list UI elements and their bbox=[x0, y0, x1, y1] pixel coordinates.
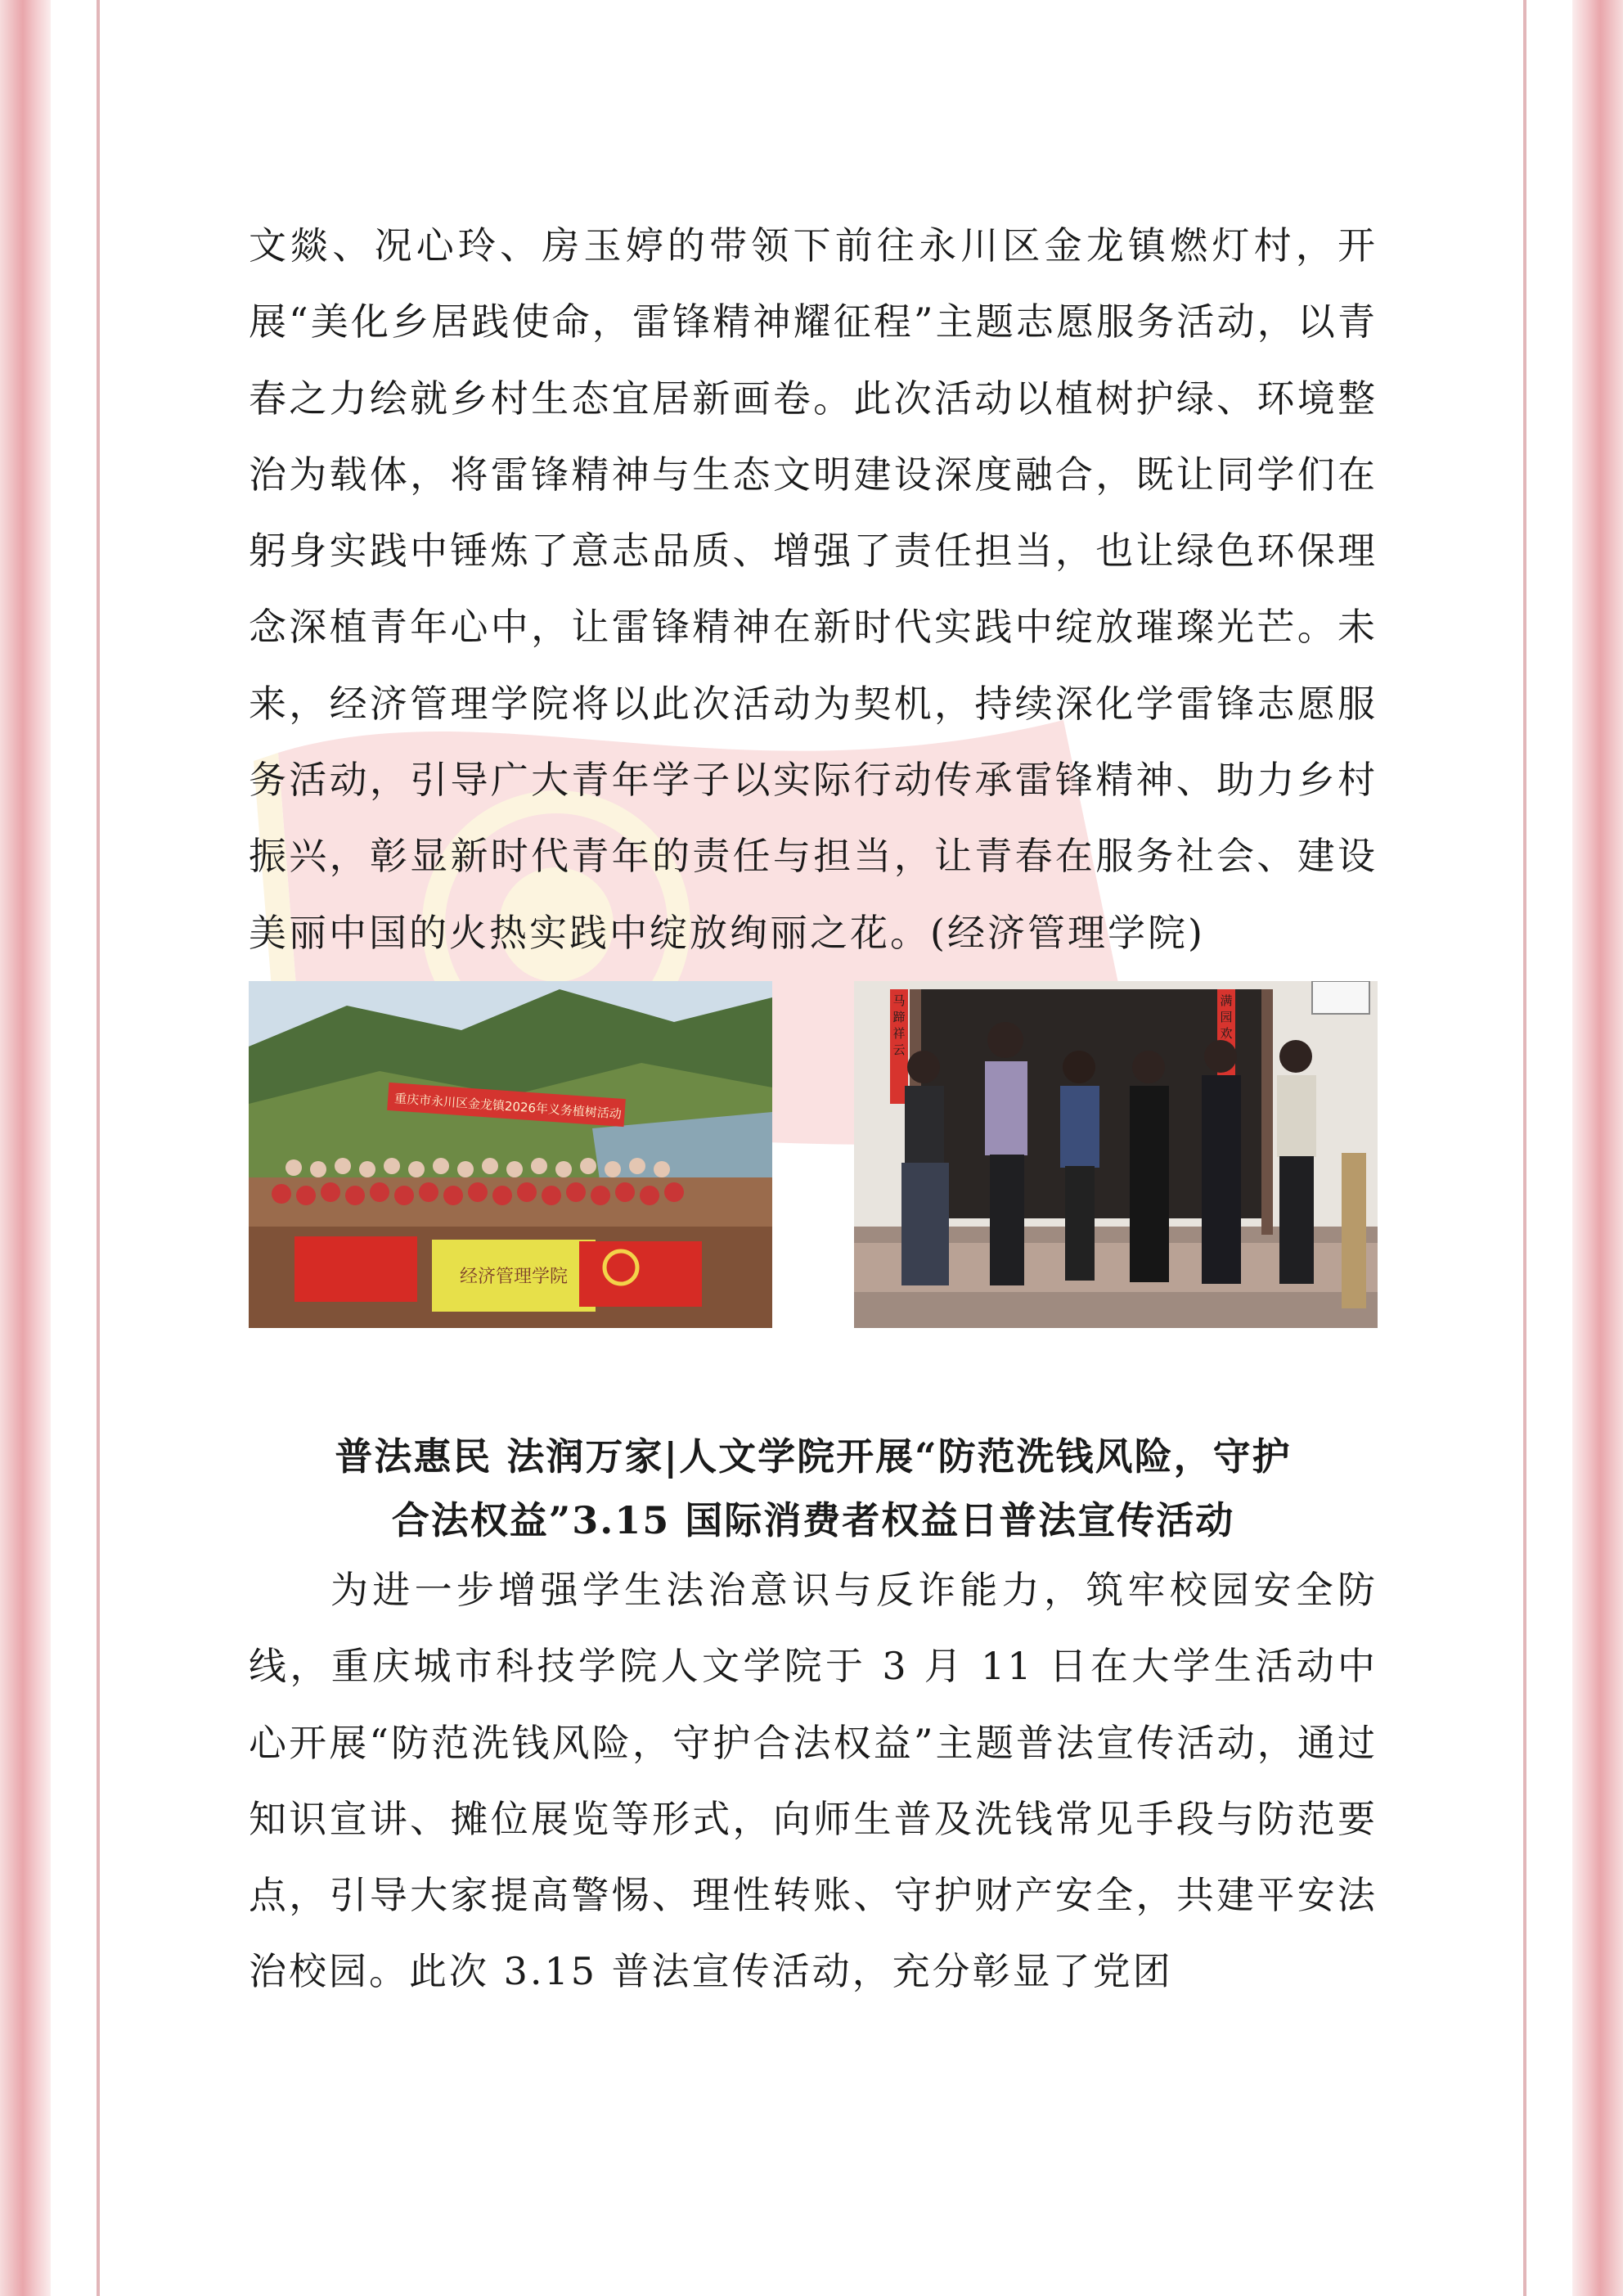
article-paragraph-1: 文燚、况心玲、房玉婷的带领下前往永川区金龙镇燃灯村，开展“美化乡居践使命，雷锋精神耀征程”主题志愿服务活动，以青春之力绘就乡村生态宜居新画卷。此次活动以植树护绿、环境整治为载体，将雷锋精神与生态文明建设深度融合，既让同学们在躬身实践中锤炼了意志品质、增强了责任担当，也让绿色环保理念深植青年心中，让雷锋精神在新时代实践中绽放璀璨光芒。未来，经济管理学院将以此次活动为契机，持续深化学雷锋志愿服务活动，引导广大青年学子以实际行动传承雷锋精神、助力乡村振兴，彰显新时代青年的责任与担当，让青春在服务社会、建设美丽中国的火热实践中绽放绚丽之花。(经济管理学院) bbox=[249, 223, 1378, 955]
article-heading-line-1: 普法惠民 法润万家|人文学院开展“防范洗钱风险，守护 bbox=[335, 1434, 1292, 1479]
left-decorative-border bbox=[0, 0, 51, 2296]
article-heading bbox=[249, 1425, 1378, 1552]
tree-planting-group-photo bbox=[249, 981, 772, 1328]
college-sign-text: 经济管理学院 bbox=[459, 1266, 568, 1287]
couplet-right-text: 满园欢 bbox=[1220, 993, 1233, 1041]
left-border-line bbox=[97, 0, 100, 2296]
volunteers-doorway-photo bbox=[854, 981, 1378, 1328]
right-border-line bbox=[1523, 0, 1526, 2296]
article-content bbox=[249, 208, 1378, 2010]
couplet-left-text: 马蹄祥云 bbox=[892, 993, 906, 1057]
tree-planting-banner-text: 重庆市永川区金龙镇2026年义务植树活动 bbox=[393, 1091, 623, 1122]
article-heading-line-2: 合法权益”3.15 国际消费者权益日普法宣传活动 bbox=[391, 1497, 1235, 1542]
photo-row bbox=[249, 981, 1378, 1328]
right-decorative-border bbox=[1572, 0, 1623, 2296]
article-paragraph-2: 为进一步增强学生法治意识与反诈能力，筑牢校园安全防线，重庆城市科技学院人文学院于 3 月 11 日在大学生活动中心开展“防范洗钱风险，守护合法权益”主题普法宣传活动，通过知识宣讲、摊位展览等形式，向师生普及洗钱常见手段与防范要点，引导大家提高警惕、理性转账、守护财产安全，共建平安法治校园。此次 3.15 普法宣传活动，充分彰显了党团 bbox=[249, 1567, 1378, 1994]
